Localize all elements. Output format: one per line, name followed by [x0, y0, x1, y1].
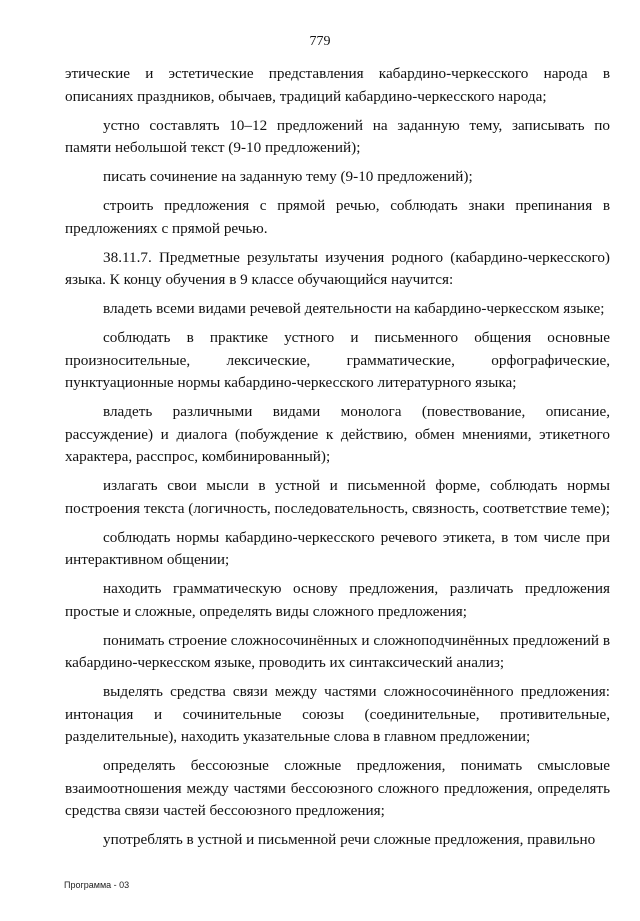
paragraph: владеть различными видами монолога (повествование, описание, рассуждение) и диалога (побуждение к действию, обмен мнениями, этикетного характера, расспрос, комбинированный);: [65, 403, 610, 465]
paragraph: соблюдать нормы кабардино-черкесского речевого этикета, в том числе при интерактивном общении;: [65, 528, 610, 568]
page-body: [65, 63, 610, 858]
section-heading-paragraph: 38.11.7. Предметные результаты изучения родного (кабардино-черкесского) языка. К концу обучения в 9 классе обучающийся научится:: [65, 248, 610, 288]
paragraph: употреблять в устной и письменной речи сложные предложения, правильно: [103, 831, 596, 848]
paragraph: устно составлять 10–12 предложений на заданную тему, записывать по памяти небольшой текст (9-10 предложений);: [65, 116, 610, 156]
paragraph: владеть всеми видами речевой деятельности на кабардино-черкесском языке;: [103, 300, 605, 317]
page-footer: Программа - 03: [64, 880, 130, 890]
paragraph: выделять средства связи между частями сложносочинённого предложения: интонация и сочинительные союзы (соединительные, противительные, разделительные), находить указательные слова в главном предложении;: [65, 683, 610, 745]
paragraph: этические и эстетические представления кабардино-черкесского народа в описаниях праздников, обычаев, традиций кабардино-черкесского народа;: [65, 65, 610, 105]
paragraph: излагать свои мысли в устной и письменной форме, соблюдать нормы построения текста (логичность, последовательность, связность, соответствие теме);: [65, 477, 610, 517]
paragraph: строить предложения с прямой речью, соблюдать знаки препинания в предложениях с прямой речью.: [65, 197, 610, 237]
paragraph: писать сочинение на заданную тему (9-10 предложений);: [103, 168, 473, 185]
paragraph: понимать строение сложносочинённых и сложноподчинённых предложений в кабардино-черкесском языке, проводить их синтаксический анализ;: [65, 631, 610, 671]
paragraph: соблюдать в практике устного и письменного общения основные произносительные, лексические, грамматические, орфографические, пунктуационные нормы кабардино-черкесского литературного языка;: [65, 329, 610, 391]
page-number: 779: [309, 34, 331, 49]
paragraph: определять бессоюзные сложные предложения, понимать смысловые взаимоотношения между частями бессоюзного сложного предложения, определять средства связи частей бессоюзного предложения;: [65, 757, 610, 819]
paragraph: находить грамматическую основу предложения, различать предложения простые и сложные, определять виды сложного предложения;: [65, 580, 610, 620]
